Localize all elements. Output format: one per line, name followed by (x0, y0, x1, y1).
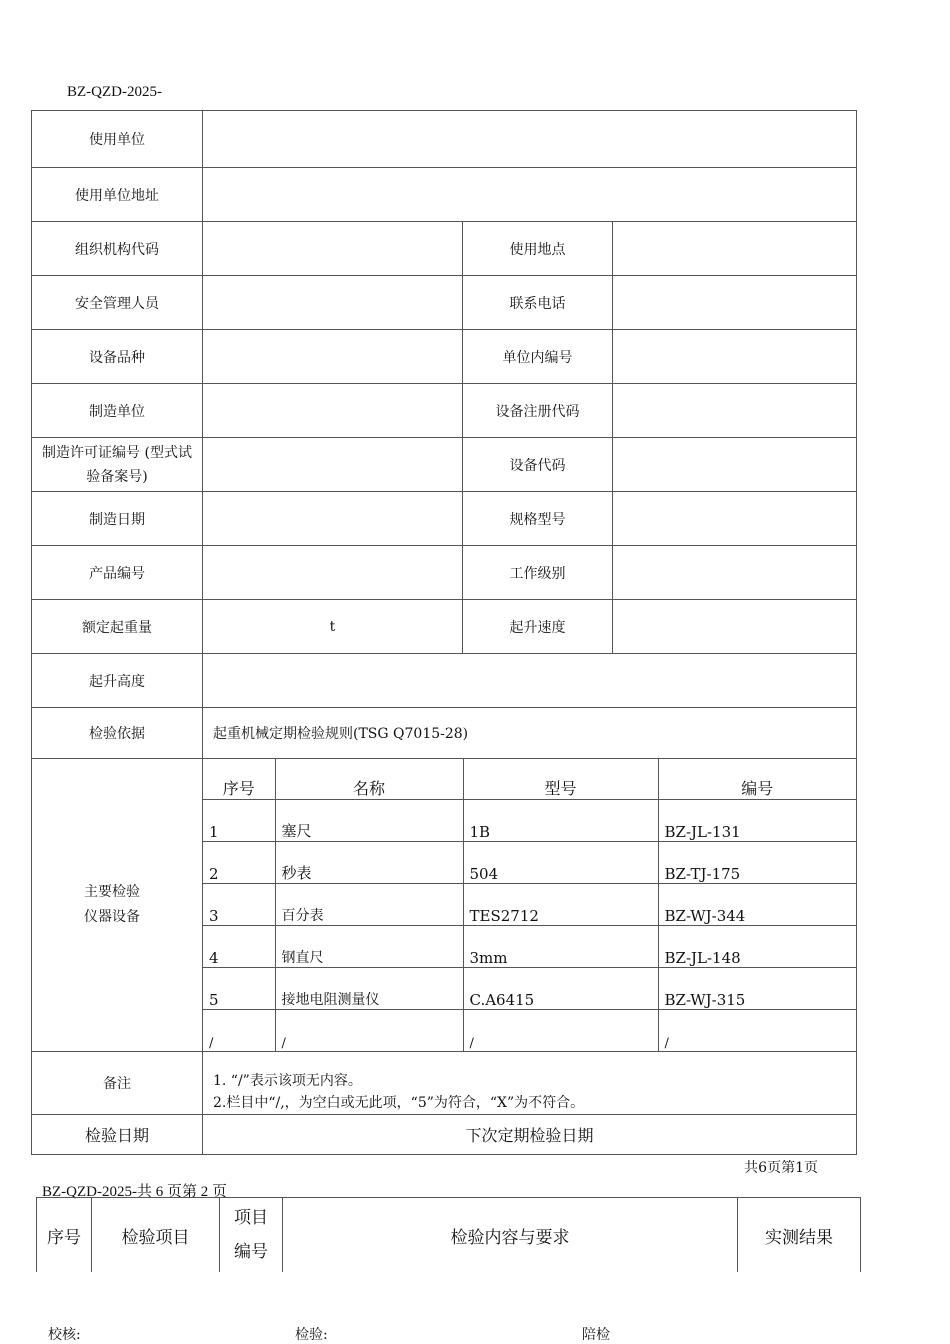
label-use-location: 使用地点 (463, 222, 613, 276)
instrument-code: BZ-WJ-344 (658, 884, 856, 926)
instrument-header-row (203, 759, 856, 800)
page-count: 共6页第1页 (744, 1160, 818, 1176)
instrument-header-model: 型号 (463, 759, 658, 800)
field-product-no[interactable] (203, 546, 463, 600)
field-hoist-speed[interactable] (613, 600, 857, 654)
instrument-header-no: 序号 (203, 759, 275, 800)
label-manufacturer: 制造单位 (32, 384, 203, 438)
instrument-no: 5 (203, 968, 275, 1010)
instrument-header-name: 名称 (275, 759, 463, 800)
field-equipment-code[interactable] (613, 438, 857, 492)
label-user-address: 使用单位地址 (32, 168, 203, 222)
field-model[interactable] (613, 492, 857, 546)
instrument-table (203, 759, 856, 1051)
label-org-code: 组织机构代码 (32, 222, 203, 276)
instrument-name: / (275, 1010, 463, 1052)
label-product-no: 产品编号 (32, 546, 203, 600)
field-user-unit[interactable] (203, 111, 857, 168)
field-manufacture-date[interactable] (203, 492, 463, 546)
label-internal-no: 单位内编号 (463, 330, 613, 384)
field-safety-manager[interactable] (203, 276, 463, 330)
label-model: 规格型号 (463, 492, 613, 546)
instrument-row (203, 884, 856, 926)
field-hoist-height[interactable] (203, 654, 857, 708)
instrument-row (203, 800, 856, 842)
field-reg-code[interactable] (613, 384, 857, 438)
instrument-cell (203, 759, 857, 1052)
equipment-info-table (31, 110, 857, 1155)
label-user-unit: 使用单位 (32, 111, 203, 168)
label-license-no: 制造许可证编号 (型式试验备案号) (32, 438, 203, 492)
instrument-row (203, 926, 856, 968)
label-rated-load: 额定起重量 (32, 600, 203, 654)
instrument-code: BZ-WJ-315 (658, 968, 856, 1010)
label-work-class: 工作级别 (463, 546, 613, 600)
instrument-model: TES2712 (463, 884, 658, 926)
instrument-row (203, 968, 856, 1010)
label-inspect-date: 检验日期 (32, 1115, 203, 1155)
field-manufacturer[interactable] (203, 384, 463, 438)
field-license-no[interactable] (203, 438, 463, 492)
instrument-header-code: 编号 (658, 759, 856, 800)
instrument-no: 1 (203, 800, 275, 842)
field-basis: 起重机械定期检验规则(TSG Q7015-28) (203, 708, 857, 759)
instrument-name: 塞尺 (275, 800, 463, 842)
label-equipment-code: 设备代码 (463, 438, 613, 492)
instrument-model: 1B (463, 800, 658, 842)
instrument-row (203, 842, 856, 884)
instrument-code: BZ-TJ-175 (658, 842, 856, 884)
instrument-name: 接地电阻测量仪 (275, 968, 463, 1010)
field-user-address[interactable] (203, 168, 857, 222)
label-safety-manager: 安全管理人员 (32, 276, 203, 330)
field-remarks (203, 1052, 857, 1115)
signature-review: 校核: (48, 1327, 81, 1343)
instrument-model: 3mm (463, 926, 658, 968)
label-equipment-type: 设备品种 (32, 330, 203, 384)
field-rated-load-unit[interactable]: t (203, 600, 463, 654)
page2-header-table (36, 1197, 861, 1272)
instrument-row (203, 1010, 856, 1052)
instrument-model: C.A6415 (463, 968, 658, 1010)
page2-header-item-no: 项目 编号 (220, 1198, 283, 1273)
label-manufacture-date: 制造日期 (32, 492, 203, 546)
page2-header-no: 序号 (37, 1198, 92, 1273)
signature-accompany: 陪检 (582, 1327, 610, 1343)
instrument-no: / (203, 1010, 275, 1052)
field-phone[interactable] (613, 276, 857, 330)
label-next-date: 下次定期检验日期 (203, 1115, 857, 1155)
instrument-no: 3 (203, 884, 275, 926)
instrument-name: 百分表 (275, 884, 463, 926)
instrument-code: BZ-JL-148 (658, 926, 856, 968)
field-use-location[interactable] (613, 222, 857, 276)
label-remarks: 备注 (32, 1052, 203, 1115)
instrument-no: 2 (203, 842, 275, 884)
field-org-code[interactable] (203, 222, 463, 276)
label-instruments: 主要检验 仪器设备 (32, 759, 203, 1052)
label-hoist-height: 起升高度 (32, 654, 203, 708)
remark-line-2: 2.栏目中“/,，为空白或无此项，“5”为符合，“X”为不符合。 (213, 1095, 585, 1111)
instrument-name: 钢直尺 (275, 926, 463, 968)
instrument-model: 504 (463, 842, 658, 884)
doc-code: BZ-QZD-2025- (67, 84, 162, 100)
field-work-class[interactable] (613, 546, 857, 600)
page2-header-content: 检验内容与要求 (283, 1198, 738, 1273)
label-basis: 检验依据 (32, 708, 203, 759)
field-internal-no[interactable] (613, 330, 857, 384)
instrument-no: 4 (203, 926, 275, 968)
instrument-code: / (658, 1010, 856, 1052)
label-reg-code: 设备注册代码 (463, 384, 613, 438)
page2-header-result: 实测结果 (738, 1198, 861, 1273)
field-equipment-type[interactable] (203, 330, 463, 384)
page2-header-item: 检验项目 (92, 1198, 220, 1273)
signature-inspect: 检验: (295, 1327, 328, 1343)
label-hoist-speed: 起升速度 (463, 600, 613, 654)
remark-line-1: 1. “/”表示该项无内容。 (213, 1073, 362, 1089)
page2-doc-code: BZ-QZD-2025-共 6 页第 2 页 (42, 1184, 227, 1200)
instrument-model: / (463, 1010, 658, 1052)
instrument-name: 秒表 (275, 842, 463, 884)
label-phone: 联系电话 (463, 276, 613, 330)
instrument-code: BZ-JL-131 (658, 800, 856, 842)
